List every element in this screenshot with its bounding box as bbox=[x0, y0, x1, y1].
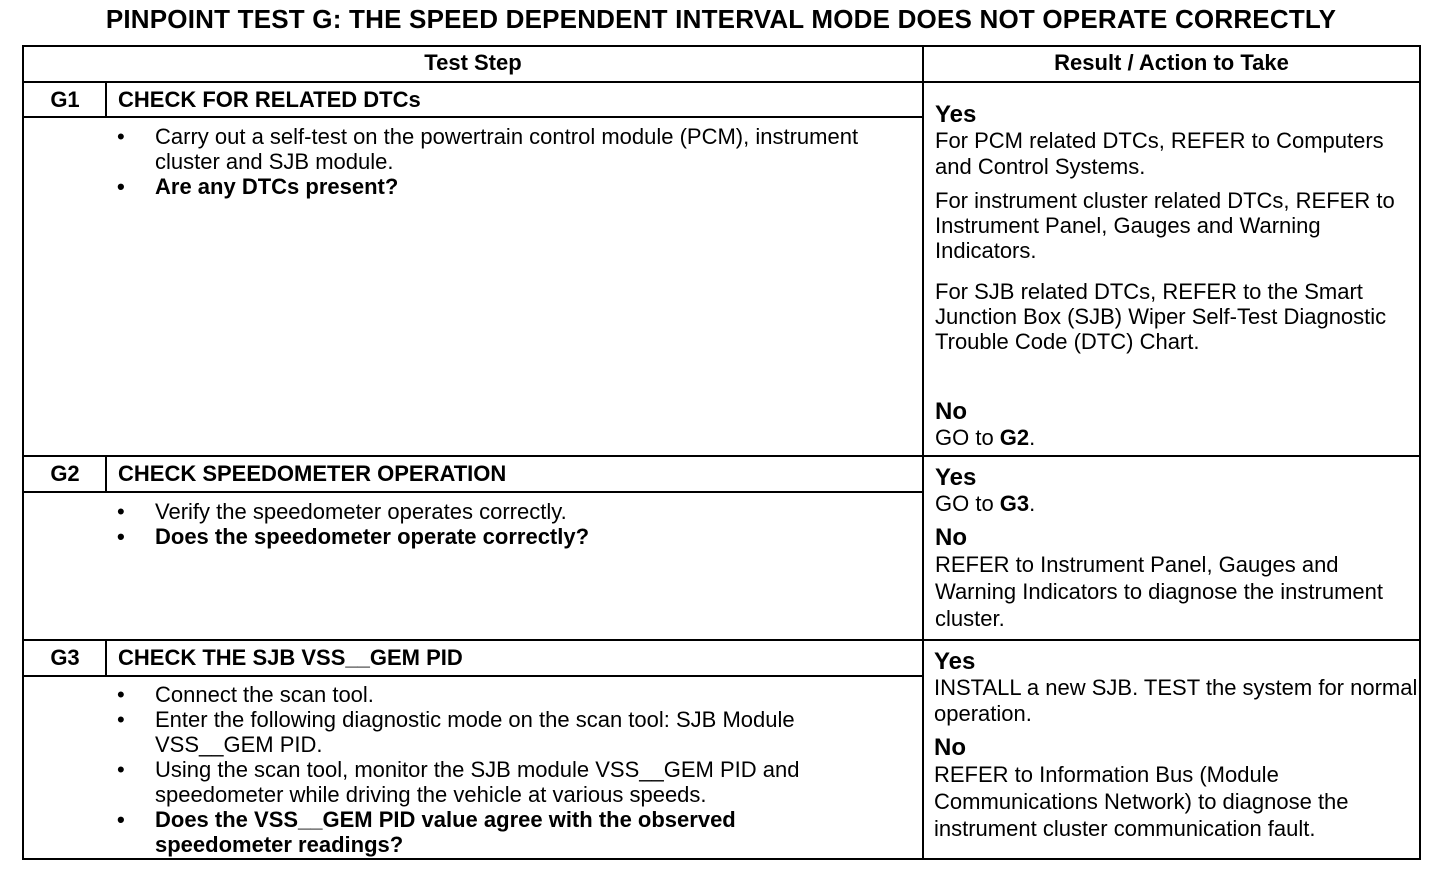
header-result: Result / Action to Take bbox=[1054, 50, 1289, 75]
go-to-step-link[interactable]: G3 bbox=[999, 491, 1030, 516]
column-divider bbox=[922, 47, 924, 858]
step-question-g2: • Does the speedometer operate correctly? bbox=[117, 524, 877, 549]
step-title-divider bbox=[24, 491, 922, 493]
result-g1-no bbox=[935, 399, 1415, 451]
yes-paragraph: For PCM related DTCs, REFER to Computers and Control Systems. bbox=[935, 128, 1384, 179]
step-instructions-g1 bbox=[117, 124, 877, 199]
list-item: • Connect the scan tool. bbox=[117, 682, 842, 707]
yes-label: Yes bbox=[935, 464, 977, 491]
go-to-step-link[interactable]: G2 bbox=[999, 425, 1030, 450]
header-divider bbox=[24, 81, 1419, 83]
step-instructions-g3 bbox=[117, 682, 842, 857]
header-test-step: Test Step bbox=[424, 50, 522, 75]
page-title: PINPOINT TEST G: THE SPEED DEPENDENT INTERVAL MODE DOES NOT OPERATE CORRECTLY bbox=[105, 4, 1337, 34]
pinpoint-test-table bbox=[22, 45, 1421, 860]
result-g1 bbox=[935, 102, 1415, 354]
result-g2 bbox=[935, 465, 1415, 632]
list-item: • Enter the following diagnostic mode on the scan tool: SJB Module VSS__GEM PID. bbox=[117, 707, 842, 757]
step-title-divider bbox=[24, 675, 922, 677]
step-title-g3: CHECK THE SJB VSS__GEM PID bbox=[118, 645, 463, 670]
step-id-g3: G3 bbox=[50, 645, 80, 670]
row-divider bbox=[24, 639, 1419, 641]
step-title-g1: CHECK FOR RELATED DTCs bbox=[118, 87, 421, 112]
no-label: No bbox=[935, 398, 967, 425]
step-id-g1: G1 bbox=[50, 87, 80, 112]
yes-prefix: GO to bbox=[935, 491, 1000, 516]
no-text: REFER to Information Bus (Module Communications Network) to diagnose the instrument cluster communication fault. bbox=[934, 762, 1349, 841]
step-question-g3: • Does the VSS__GEM PID value agree with the observed speedometer readings? bbox=[117, 807, 842, 857]
step-title-g2: CHECK SPEEDOMETER OPERATION bbox=[118, 461, 507, 486]
step-instructions-g2 bbox=[117, 499, 877, 549]
yes-text bbox=[935, 491, 1415, 517]
step-id-g2: G2 bbox=[50, 461, 80, 486]
yes-paragraph: For SJB related DTCs, REFER to the Smart Junction Box (SJB) Wiper Self-Test Diagnostic Trouble Code (DTC) Chart. bbox=[935, 279, 1387, 354]
list-item: • Using the scan tool, monitor the SJB module VSS__GEM PID and speedometer while driving the vehicle at various speeds. bbox=[117, 757, 842, 807]
row-divider bbox=[24, 455, 1419, 457]
yes-paragraph: For instrument cluster related DTCs, REFER to Instrument Panel, Gauges and Warning Indicators. bbox=[935, 188, 1395, 263]
yes-suffix: . bbox=[1029, 491, 1036, 516]
no-prefix: GO to bbox=[935, 425, 1000, 450]
no-suffix: . bbox=[1029, 425, 1036, 450]
no-label: No bbox=[934, 734, 966, 761]
yes-label: Yes bbox=[935, 101, 977, 128]
yes-text: INSTALL a new SJB. TEST the system for normal operation. bbox=[934, 675, 1418, 726]
no-text: REFER to Instrument Panel, Gauges and Warning Indicators to diagnose the instrument cluster. bbox=[935, 552, 1383, 631]
yes-label: Yes bbox=[934, 648, 976, 675]
no-text bbox=[935, 425, 1415, 451]
step-question-g1: • Are any DTCs present? bbox=[117, 174, 877, 199]
no-label: No bbox=[935, 524, 967, 551]
step-title-divider bbox=[24, 116, 922, 118]
list-item: • Carry out a self-test on the powertrain control module (PCM), instrument cluster and SJB module. bbox=[117, 124, 877, 174]
result-g3 bbox=[934, 649, 1419, 842]
list-item: • Verify the speedometer operates correctly. bbox=[117, 499, 877, 524]
